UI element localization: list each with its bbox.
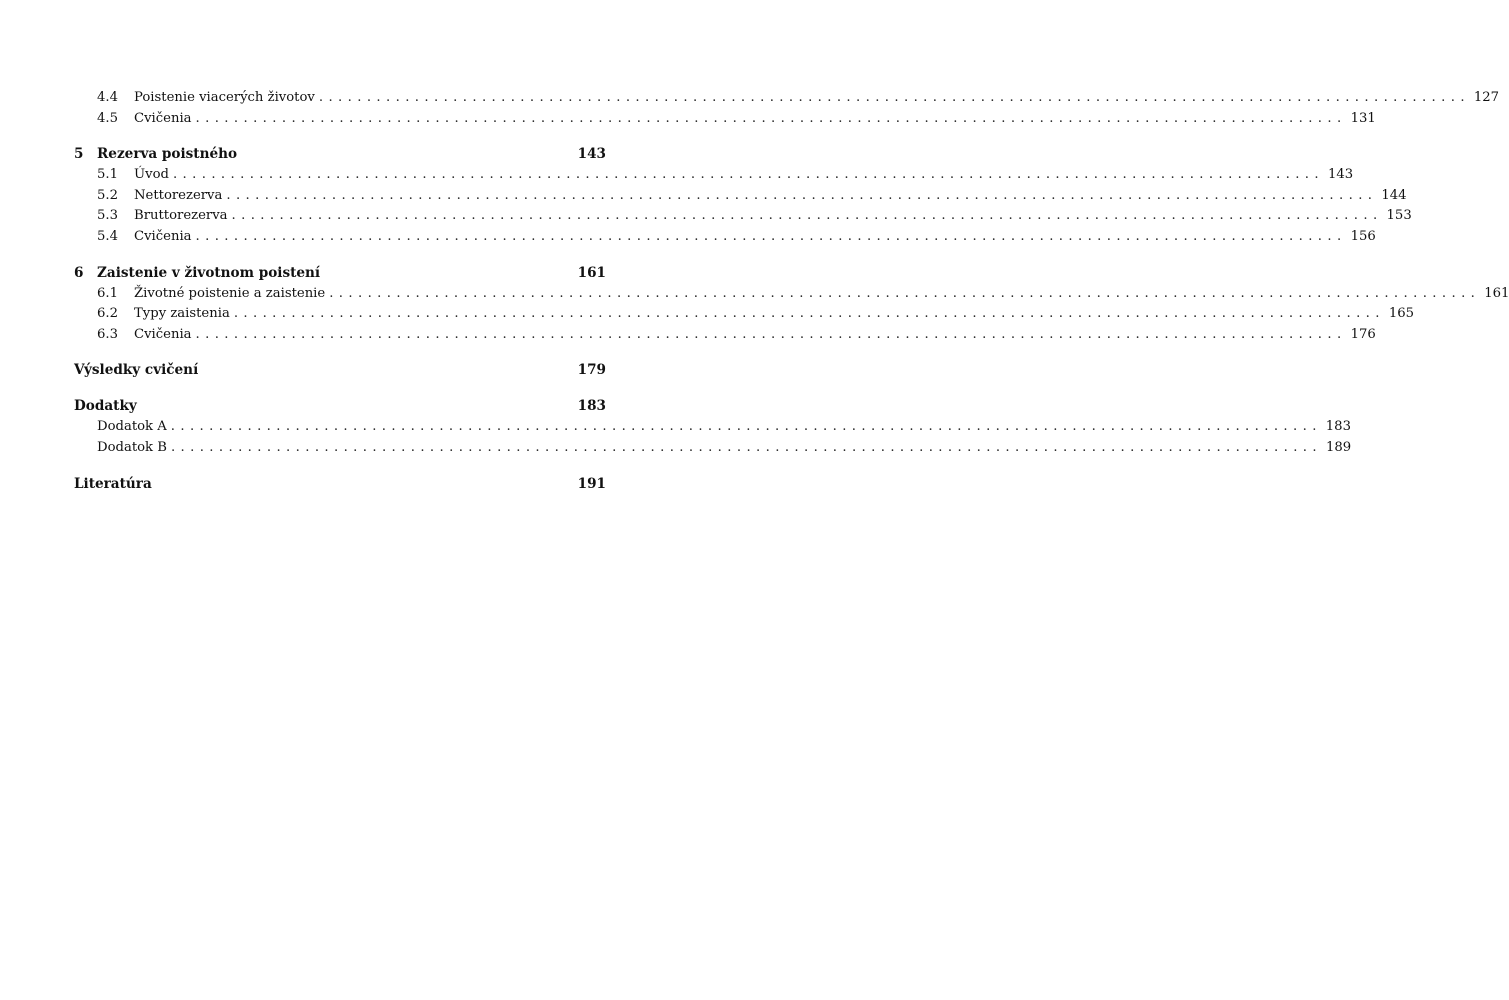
dot-leader: ........................................................................................................................ <box>170 419 1322 435</box>
section-title: Cvičenia <box>134 326 192 342</box>
dot-leader: ........................................................................................................................ <box>172 167 1324 183</box>
section-number: 5.1 <box>97 167 118 183</box>
section-title: Typy zaistenia <box>134 306 230 322</box>
chapter-title: Výsledky cvičení <box>74 362 199 379</box>
toc-appendices[interactable] <box>74 395 606 417</box>
toc-appendix-a[interactable] <box>74 417 1351 438</box>
chapter-title: Literatúra <box>74 475 152 492</box>
chapter-title: Rezerva poistného <box>97 146 238 163</box>
dot-leader: ........................................................................................................................ <box>195 228 1347 244</box>
section-title: Nettorezerva <box>134 187 223 203</box>
toc-section-5-2[interactable] <box>74 186 1407 207</box>
section-number: 6.3 <box>97 326 118 342</box>
dot-leader: ........................................................................................................................ <box>318 90 1470 105</box>
section-page: 176 <box>1350 326 1376 342</box>
section-title: Cvičenia <box>134 110 192 126</box>
section-page: 156 <box>1350 228 1376 244</box>
section-title: Bruttorezerva <box>134 208 228 224</box>
section-number: 5.4 <box>97 228 118 244</box>
chapter-page: 179 <box>577 362 606 379</box>
chapter-page: 191 <box>577 475 606 492</box>
section-page: 131 <box>1350 110 1376 126</box>
chapter-title: Dodatky <box>74 398 137 415</box>
section-number: 6.2 <box>97 306 118 322</box>
toc-section-6-2[interactable] <box>74 304 1415 325</box>
section-page: 161 <box>1484 285 1509 301</box>
section-title: Životné poistenie a zaistenie <box>134 285 326 301</box>
section-page: 183 <box>1325 419 1351 435</box>
chapter-number: 5 <box>74 146 84 163</box>
toc-chapter-6[interactable] <box>74 262 606 284</box>
section-page: 144 <box>1381 187 1407 203</box>
toc-section-6-1[interactable] <box>74 284 1509 305</box>
section-page: 153 <box>1386 208 1412 224</box>
section-title: Dodatok B <box>97 439 167 455</box>
dot-leader: ........................................................................................................................ <box>170 439 1322 455</box>
section-number: 4.5 <box>97 110 118 126</box>
section-number: 5.3 <box>97 208 118 224</box>
toc-section-4-5[interactable] <box>74 109 1376 130</box>
dot-leader: ........................................................................................................................ <box>329 285 1481 301</box>
toc-appendix-b[interactable] <box>74 438 1352 459</box>
dot-leader: ........................................................................................................................ <box>195 326 1347 342</box>
section-page: 127 <box>1473 90 1500 105</box>
table-of-contents <box>74 88 1509 495</box>
chapter-title: Zaistenie v životnom poistení <box>97 264 321 281</box>
dot-leader: ........................................................................................................................ <box>233 306 1385 322</box>
section-number: 4.4 <box>97 90 118 105</box>
toc-literature[interactable] <box>74 473 606 495</box>
toc-chapter-5[interactable] <box>74 143 606 165</box>
section-page: 189 <box>1325 439 1352 455</box>
section-page: 143 <box>1327 167 1354 183</box>
toc-section-6-3[interactable] <box>74 325 1376 346</box>
section-title: Cvičenia <box>134 228 192 244</box>
chapter-page: 183 <box>577 398 606 415</box>
toc-section-5-4[interactable] <box>74 227 1376 248</box>
toc-results[interactable] <box>74 359 606 381</box>
toc-section-5-3[interactable] <box>74 206 1412 227</box>
toc-section-4-4[interactable] <box>74 88 1500 109</box>
section-title: Poistenie viacerých životov <box>134 90 315 105</box>
dot-leader: ........................................................................................................................ <box>226 187 1378 203</box>
chapter-number: 6 <box>74 264 84 281</box>
dot-leader: ........................................................................................................................ <box>231 208 1383 224</box>
chapter-page: 161 <box>577 264 606 281</box>
section-page: 165 <box>1388 306 1415 322</box>
section-title: Úvod <box>134 167 169 183</box>
toc-section-5-1[interactable] <box>74 165 1354 186</box>
section-number: 6.1 <box>97 285 118 301</box>
section-title: Dodatok A <box>97 419 167 435</box>
section-number: 5.2 <box>97 187 118 203</box>
chapter-page: 143 <box>577 146 606 163</box>
dot-leader: ........................................................................................................................ <box>195 110 1347 126</box>
